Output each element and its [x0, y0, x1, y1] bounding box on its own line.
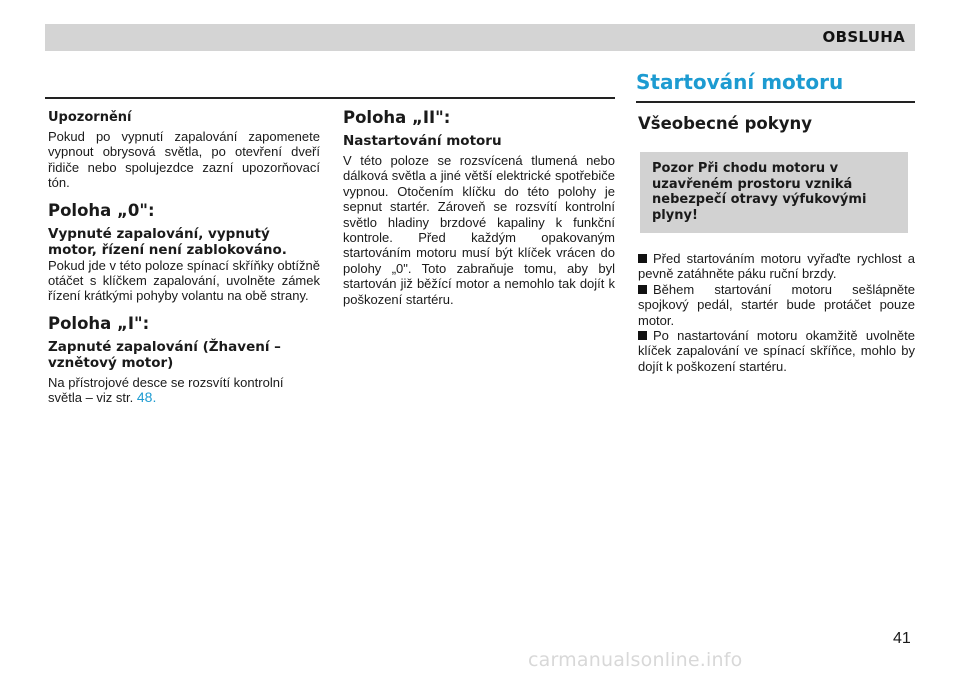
section-title: Startování motoru — [636, 70, 844, 94]
position-0-subheading: Vypnuté zapalování, vypnutý motor, řízení není zablokováno. — [48, 225, 287, 258]
header-bar — [45, 24, 915, 51]
list-item: Po nastartování motoru okamžitě uvolněte klíček zapalování ve spínací skříňce, mohlo by dojít k poškození startéru. — [638, 328, 915, 374]
position-2-paragraph: V této poloze se rozsvícená tlumená nebo dálková světla a jiné větší elektrické spotřebiče vypnou. Otočením klíčku do této polohy je sepnut startér. Zároveň se rozsvítí kontrolní světlo hladiny brzdové kapaliny k funkční kontrole. Před každým opakovaným startováním motoru musí být klíček vrácen do polohy „0". Toto zabraňuje tomu, aby byl startován již běžící motor a nemohlo tak dojít k poškození startéru. — [343, 153, 615, 307]
position-0-heading: Poloha „0": — [48, 200, 155, 220]
note-paragraph: Pokud po vypnutí zapalování zapomenete vypnout obrysová světla, po otevření dveří řidiče nebo spolujezdce zazní upozorňovací tón. — [48, 129, 320, 191]
bullet-icon — [638, 254, 647, 263]
position-0-paragraph: Pokud jde v této poloze spínací skříňky obtížně otáčet s klíčkem zapalování, uvolněte zámek řízení krátkými pohyby volantu na obě strany. — [48, 257, 320, 304]
list-item: Během startování motoru sešlápněte spojkový pedál, startér bude protáčet pouze motor. — [638, 281, 915, 328]
warning-text: Pozor Při chodu motoru v uzavřeném prostoru vzniká nebezpečí otravy výfukovými plyny! — [652, 161, 867, 223]
general-instructions-heading: Všeobecné pokyny — [638, 114, 812, 133]
page-number: 41 — [893, 630, 911, 647]
note-heading: Upozornění — [48, 110, 132, 125]
position-1-paragraph: Na přístrojové desce se rozsvítí kontrolní světla – viz str. — [48, 374, 284, 406]
position-1-paragraph-wrap — [48, 375, 320, 406]
position-2-subheading: Nastartování motoru — [343, 133, 502, 149]
page-reference-link[interactable]: 48. — [136, 389, 157, 406]
column-2 — [343, 108, 615, 307]
divider-left — [45, 97, 615, 99]
instruction-list — [638, 251, 915, 374]
divider-right — [636, 101, 915, 103]
position-2-heading: Poloha „II": — [343, 108, 451, 127]
header-title: OBSLUHA — [822, 28, 905, 46]
bullet-icon — [638, 285, 647, 294]
watermark: carmanualsonline.info — [528, 649, 743, 671]
column-1 — [48, 110, 320, 406]
column-3 — [638, 114, 915, 374]
position-1-subheading: Zapnuté zapalování (Žhavení – vznětový motor) — [48, 338, 281, 371]
list-item: Před startováním motoru vyřaďte rychlost a pevně zatáhněte páku ruční brzdy. — [638, 251, 915, 282]
bullet-icon — [638, 331, 647, 340]
position-1-heading: Poloha „I": — [48, 313, 150, 333]
warning-box — [640, 152, 908, 233]
